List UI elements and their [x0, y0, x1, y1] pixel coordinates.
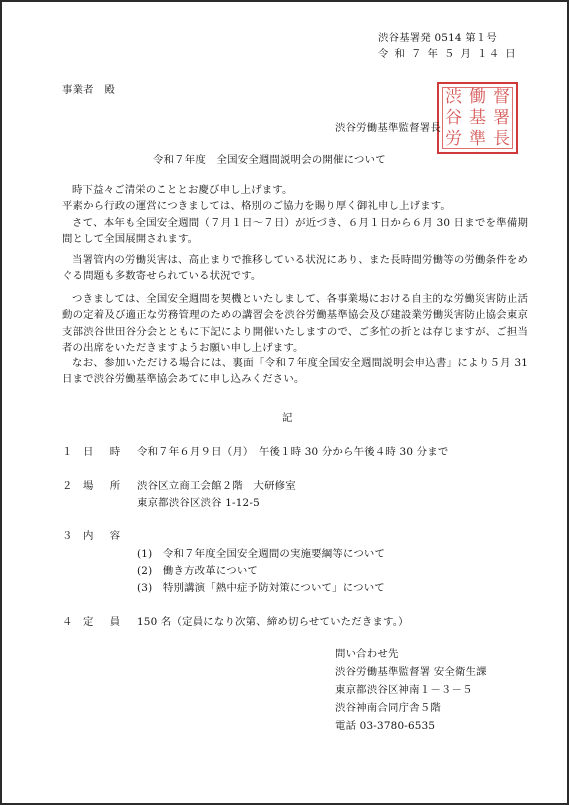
- content-item-1: (1) 令和７年度全国安全週間の実施要綱等について: [137, 548, 386, 560]
- item-2-number: ２: [62, 480, 73, 492]
- content-item-3: (3) 特別講演「熱中症予防対策について」について: [137, 582, 385, 594]
- body-paragraph-accidents: 当署管内の労働災害は、高止まりで推移している状況にあり、また長時間労働等の労働条件をめぐる問題も多数寄せられている状況です。: [62, 254, 528, 283]
- item-4-value: 150 名（定員になり次第、締め切らせていただきます。）: [137, 616, 409, 628]
- content-item-2: (2) 働き方改革について: [137, 565, 259, 577]
- contact-phone: 電話 03-3780-6535: [335, 720, 436, 732]
- official-seal: 渋 働 督 谷 基 署 労 準 長: [437, 82, 518, 154]
- ki-heading: 記: [282, 412, 293, 424]
- item-2-label: 場 所: [83, 480, 124, 492]
- contact-building: 渋谷神南合同庁舎５階: [335, 702, 441, 714]
- document-number: 渋谷基署発 0514 第１号: [378, 32, 497, 44]
- body-paragraph-application: なお、参加いただける場合には、裏面「令和７年度全国安全週間説明会申込書」により５月 31 日まで渋谷労働基準協会あてに申し込みください。: [62, 357, 528, 386]
- addressee: 事業者 殿: [62, 84, 115, 96]
- body-paragraph-safety-week: さて、本年も全国安全週間（７月１日～７日）が近づき、６月１日から６月 30 日までを準備期間として全国展開されます。: [62, 217, 528, 246]
- contact-heading: 問い合わせ先: [335, 648, 399, 660]
- item-4-number: ４: [62, 616, 73, 628]
- greeting-line: 時下益々ご清栄のこととお慶び申し上げます。: [72, 184, 293, 196]
- item-3-number: ３: [62, 530, 73, 542]
- item-1-number: １: [62, 446, 73, 458]
- contact-office: 渋谷労働基準監督署 安全衛生課: [335, 666, 487, 678]
- contact-address: 東京都渋谷区神南１－３－５: [335, 684, 473, 696]
- item-1-value: 令和７年６月９日（月） 午後１時 30 分から午後４時 30 分まで: [137, 446, 449, 458]
- item-2-address: 東京都渋谷区渋谷 1-12-5: [137, 497, 260, 509]
- item-3-label: 内 容: [83, 530, 124, 542]
- sender: 渋谷労働基準監督署長: [335, 122, 441, 134]
- document-date: 令 和 ７ 年 ５ 月 １４ 日: [378, 48, 518, 60]
- item-2-value: 渋谷区立商工会館２階 大研修室: [137, 480, 296, 492]
- body-paragraph-seminar: つきましては、全国安全週間を契機といたしまして、各事業場における自主的な労働災害防止活動の定着及び適正な労務管理のための講習会を渋谷労働基準協会及び建設業労働災害防止協会東京支部渋谷世田谷分会とともに下記により開催いたしますので、ご多忙の折とは存じますが、ご担当者の出席をいただきますようお願い申し上げます。: [62, 293, 528, 354]
- item-4-label: 定 員: [83, 616, 124, 628]
- thanks-line: 平素から行政の運営につきましては、格別のご協力を賜り厚く御礼申し上げます。: [62, 200, 451, 212]
- item-1-label: 日 時: [83, 446, 124, 458]
- document-title: 令和７年度 全国安全週間説明会の開催について: [153, 154, 386, 166]
